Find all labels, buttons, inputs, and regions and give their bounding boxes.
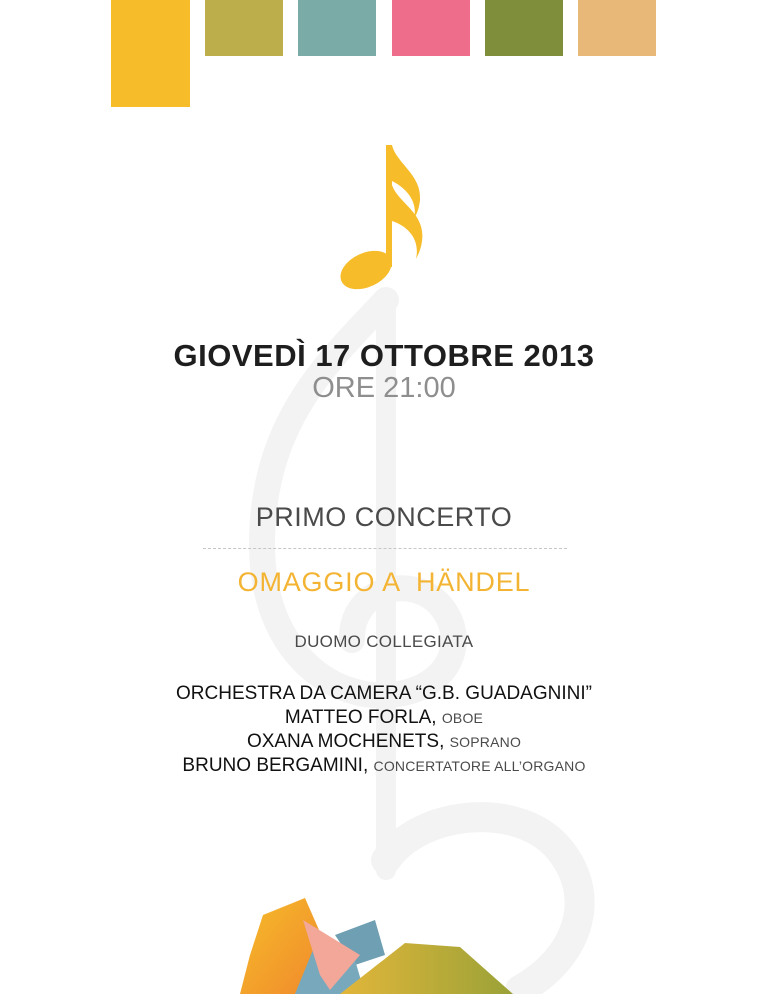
performer-line <box>0 731 768 753</box>
concert-subtitle: PRIMO CONCERTO <box>255 502 513 532</box>
performer-line <box>0 755 768 777</box>
performer-line <box>0 707 768 729</box>
dashed-divider <box>203 548 567 549</box>
event-time: ORE 21:00 <box>312 372 456 404</box>
performer-line <box>0 683 768 705</box>
geometric-shapes-decoration <box>235 895 515 994</box>
performer-name: OXANA MOCHENETS, <box>246 731 445 752</box>
performer-role: OBOE <box>441 710 484 726</box>
performer-name: ORCHESTRA DA CAMERA “G.B. GUADAGNINI” <box>176 683 592 704</box>
performer-name: MATTEO FORLA, <box>284 707 437 728</box>
venue: DUOMO COLLEGIATA <box>294 632 474 651</box>
performer-role: SOPRANO <box>449 734 522 750</box>
event-date: GIOVEDÌ 17 OTTOBRE 2013 <box>173 338 595 373</box>
concert-title: OMAGGIO A HÄNDEL <box>237 567 531 597</box>
performer-role: CONCERTATORE ALL’ORGANO <box>373 758 586 774</box>
performer-name: BRUNO BERGAMINI, <box>182 755 369 776</box>
eighth-note-icon <box>336 145 426 290</box>
